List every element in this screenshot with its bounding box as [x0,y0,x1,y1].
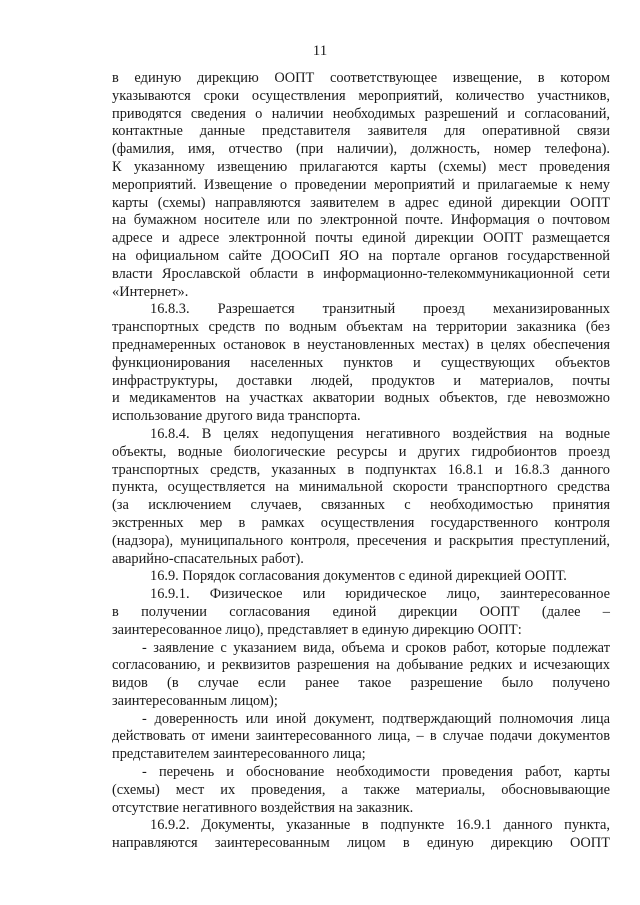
text-line: (за исключением случаев, связанных с необходимостью принятия [112,497,610,514]
text-line: функционирования населенных пунктов и существующих объектов [112,354,610,371]
text-line: аварийно-спасательных работ). [112,550,304,567]
text-line: в получении согласования единой дирекции ООПТ (далее – [112,603,610,620]
text-line: 16.8.4. В целях недопущения негативного воздействия на водные [150,425,610,442]
text-line: видов (в случае если ранее такое разрешение было получено [112,675,610,692]
section-heading: 16.9. Порядок согласования документов с единой дирекцией ООПТ. [150,568,567,585]
text-line: представителем заинтересованного лица; [112,746,366,763]
paragraph-16-8-4 [112,426,610,568]
text-line: инфраструктуры, доставки людей, продуктов и материалов, почты [112,372,610,389]
text-line: (схемы) мест их проведения, а также материалы, обосновывающие [112,781,610,798]
text-line: на официальном сайте ДООСиП ЯО на портале органов государственной [112,247,610,264]
text-line: действовать от имени заинтересованного лица, – в случае подачи документов [112,728,610,745]
text-line: 16.9.2. Документы, указанные в подпункте 16.9.1 данного пункта, [150,817,610,834]
paragraph-16-8-3 [112,301,610,426]
text-line: заинтересованное лицо), представляет в единую дирекцию ООПТ: [112,621,522,638]
text-line: пункта, осуществляется на минимальной скорости транспортного средства [112,479,610,496]
text-line: (фамилия, имя, отчество (при наличии), должность, номер телефона). [112,141,610,158]
text-line: - заявление с указанием вида, объема и сроков работ, которые подлежат [142,639,610,656]
text-line: в единую дирекцию ООПТ соответствующее извещение, в котором [112,70,610,86]
text-line: заинтересованным лицом); [112,692,278,709]
text-line: - перечень и обоснование необходимости проведения работ, карты [142,764,610,781]
text-line: транспортных средств по водным объектам на территории заказника (без [112,319,610,336]
text-line: приводятся сведения о наличии необходимых разрешений и согласований, [112,105,610,122]
list-item-application [112,640,610,711]
text-line: адресе и адресе электронной почты единой дирекции ООПТ размещается [112,230,610,247]
text-line: согласованию, и реквизитов разрешения на добывание редких и исчезающих [112,657,610,674]
paragraph-16-9-heading [112,568,610,586]
text-line: К указанному извещению прилагаются карты (схемы) мест проведения [112,158,610,175]
paragraph-16-9-1 [112,586,610,639]
text-line: направляются заинтересованным лицом в единую дирекцию ООПТ [112,835,610,852]
text-line: власти Ярославской области в информационно-телекоммуникационной сети [112,265,610,282]
text-line: экстренных мер в рамках осуществления государственного контроля [112,514,610,531]
page-number: 11 [312,43,328,59]
text-line: отсутствие негативного воздействия на заказник. [112,799,414,816]
text-line: контактные данные представителя заявителя для оперативной связи [112,123,610,140]
text-line: - доверенность или иной документ, подтверждающий полномочия лица [142,710,610,727]
list-item-justification [112,764,610,817]
text-line: преднамеренных остановок в неустановленных местах) в целях обеспечения [112,336,610,353]
text-line: на бумажном носителе или по электронной почте. Информация о почтовом [112,212,610,229]
text-line: «Интернет». [112,283,189,300]
text-line: 16.9.1. Физическое или юридическое лицо, заинтересованное [150,586,610,603]
text-line: объекты, водные биологические ресурсы и других гидробионтов проезд [112,443,610,460]
paragraph-16-9-2 [112,817,610,853]
text-line: 16.8.3. Разрешается транзитный проезд механизированных [150,301,610,318]
text-line: мероприятий. Извещение о проведении мероприятий и прилагаемые к нему [112,176,610,193]
text-line: использование другого вида транспорта. [112,408,361,425]
paragraph-notice-continuation [112,70,610,301]
document-body [112,70,610,853]
text-line: указываются сроки осуществления мероприятий, количество участников, [112,87,610,104]
text-line: и медикаментов на участках акватории водных объектов, где невозможно [112,390,610,407]
text-line: карты (схемы) направляются заявителем в адрес единой дирекции ООПТ [112,194,610,211]
text-line: (надзора), муниципального контроля, пресечения и раскрытия преступлений, [112,532,610,549]
list-item-power-of-attorney [112,711,610,764]
text-line: транспортных средств, указанных в подпунктах 16.8.1 и 16.8.3 данного [112,461,610,478]
